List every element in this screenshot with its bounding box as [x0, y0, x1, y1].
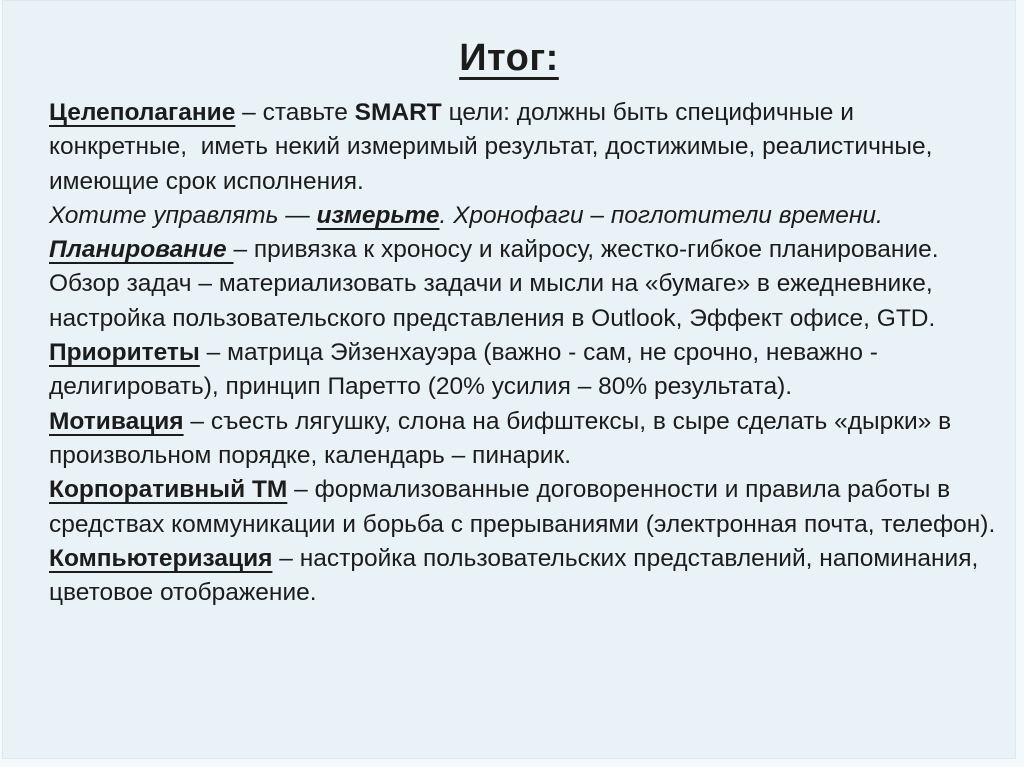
text-run: Корпоративный ТМ [49, 476, 288, 504]
paragraph [49, 199, 997, 233]
text-run: SMART [354, 99, 442, 126]
paragraph [49, 233, 997, 336]
text-run: Приоритеты [49, 339, 200, 367]
text-run: . Хронофаги – поглотители времени. [439, 201, 883, 229]
paragraph [49, 542, 997, 611]
paragraph [49, 96, 997, 199]
slide [2, 0, 1016, 759]
text-run: Хотите управлять — [49, 201, 317, 229]
slide-body [3, 90, 1015, 610]
text-run: Планирование [49, 236, 234, 264]
text-run: измерьте [316, 201, 440, 229]
paragraph [49, 336, 997, 405]
text-run: – ставьте [235, 99, 355, 126]
slide-title: Итог: [459, 37, 559, 79]
paragraph [49, 473, 997, 542]
text-run: цели: должны быть специфичные и конкретные, иметь некий измеримый результат, достижимые, реалистичные, имеющие срок исполнения. [49, 99, 940, 195]
text-run: – матрица Эйзенхауэра (важно - сам, не срочно, неважно - делигировать), принцип Паретто (20% усилия – 80% результата). [49, 339, 885, 401]
paragraph [49, 405, 997, 474]
text-run: Компьютеризация [49, 544, 273, 572]
text-run: Целеполагание [49, 99, 236, 126]
text-run: – привязка к хроносу и кайросу, жестко-гибкое планирование. Обзор задач – материализовать задачи и мысли на «бумаге» в ежедневнике, настройка пользовательского представления в Outlook, Эффект офисе, GTD. [49, 236, 946, 332]
text-run: – съесть лягушку, слона на бифштексы, в сыре сделать «дырки» в произвольном порядке, календарь – пинарик. [49, 407, 958, 469]
text-run: Мотивация [49, 407, 184, 435]
text-run: – формализованные договоренности и правила работы в средствах коммуникации и борьба с прерываниями (электронная почта, телефон). [49, 476, 996, 538]
text-run: – настройка пользовательских представлений, напоминания, цветовое отображение. [49, 544, 986, 607]
